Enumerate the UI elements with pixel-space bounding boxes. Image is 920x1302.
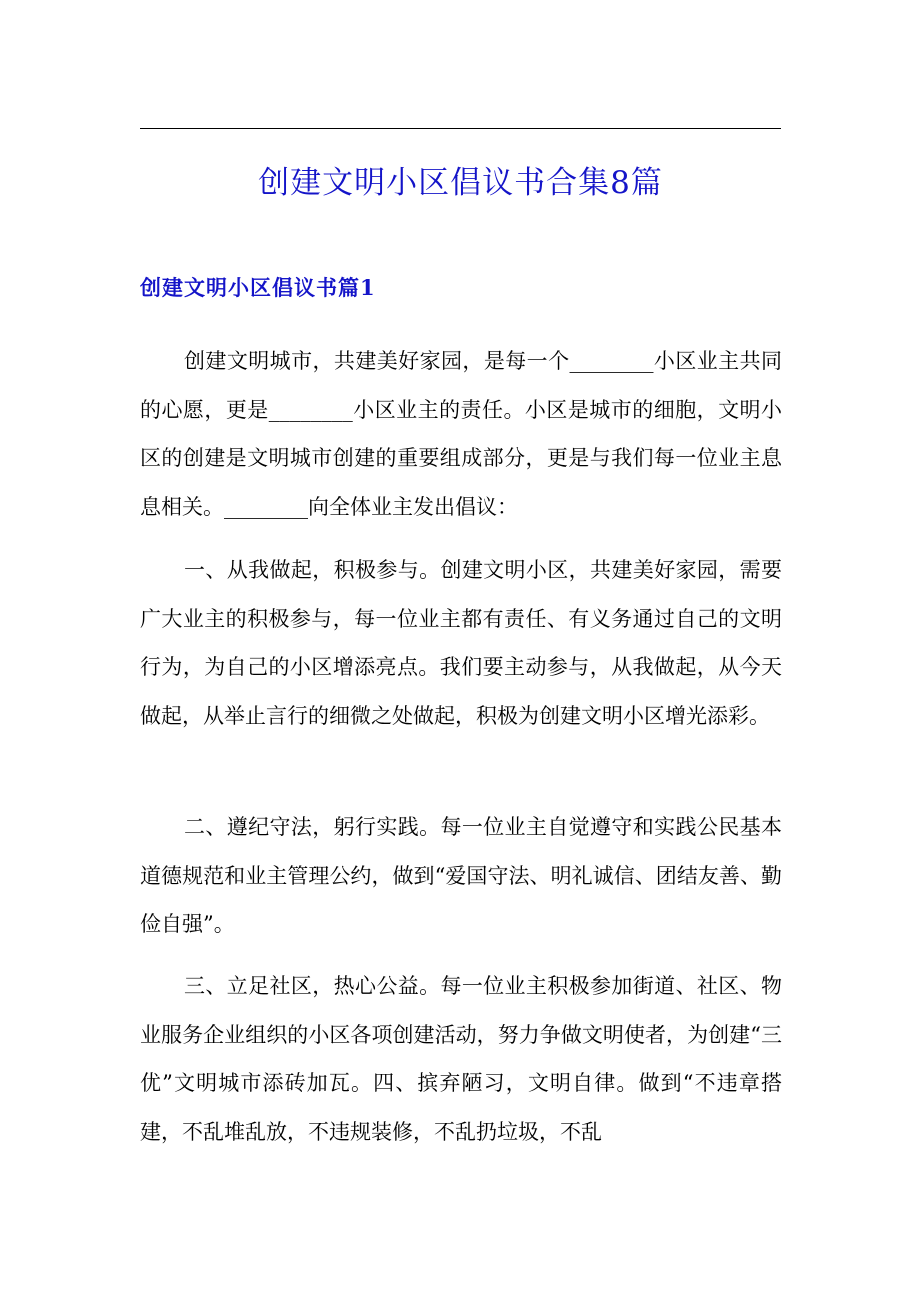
paragraph-item-3: 三、立足社区，热心公益。每一位业主积极参加街道、社区、物业服务企业组织的小区各项创建活动，努力争做文明使者，为创建“三优”文明城市添砖加瓦。四、摈弃陋习，文明自律。做到“不违章搭建，不乱堆乱放，不违规装修，不乱扔垃圾，不乱 (140, 974, 782, 1144)
paragraph-intro: 创建文明城市，共建美好家园，是每一个________小区业主共同的心愿，更是________小区业主的责任。小区是城市的细胞，文明小区的创建是文明城市创建的重要组成部分，更是与我们每一位业主息息相关。________向全体业主发出倡议： (140, 349, 782, 519)
document-title: 创建文明小区倡议书合集8篇 (258, 165, 663, 201)
paragraph-item-1: 一、从我做起，积极参与。创建文明小区，共建美好家园，需要广大业主的积极参与，每一位业主都有责任、有义务通过自己的文明行为，为自己的小区增添亮点。我们要主动参与，从我做起，从今天做起，从举止言行的细微之处做起，积极为创建文明小区增光添彩。 (140, 558, 782, 728)
paragraph-item-2: 二、遵纪守法，躬行实践。每一位业主自觉遵守和实践公民基本道德规范和业主管理公约，做到“爱国守法、明礼诚信、团结友善、勤俭自强”。 (140, 815, 782, 936)
section-heading: 创建文明小区倡议书篇1 (140, 275, 376, 300)
header-rule (140, 128, 781, 129)
